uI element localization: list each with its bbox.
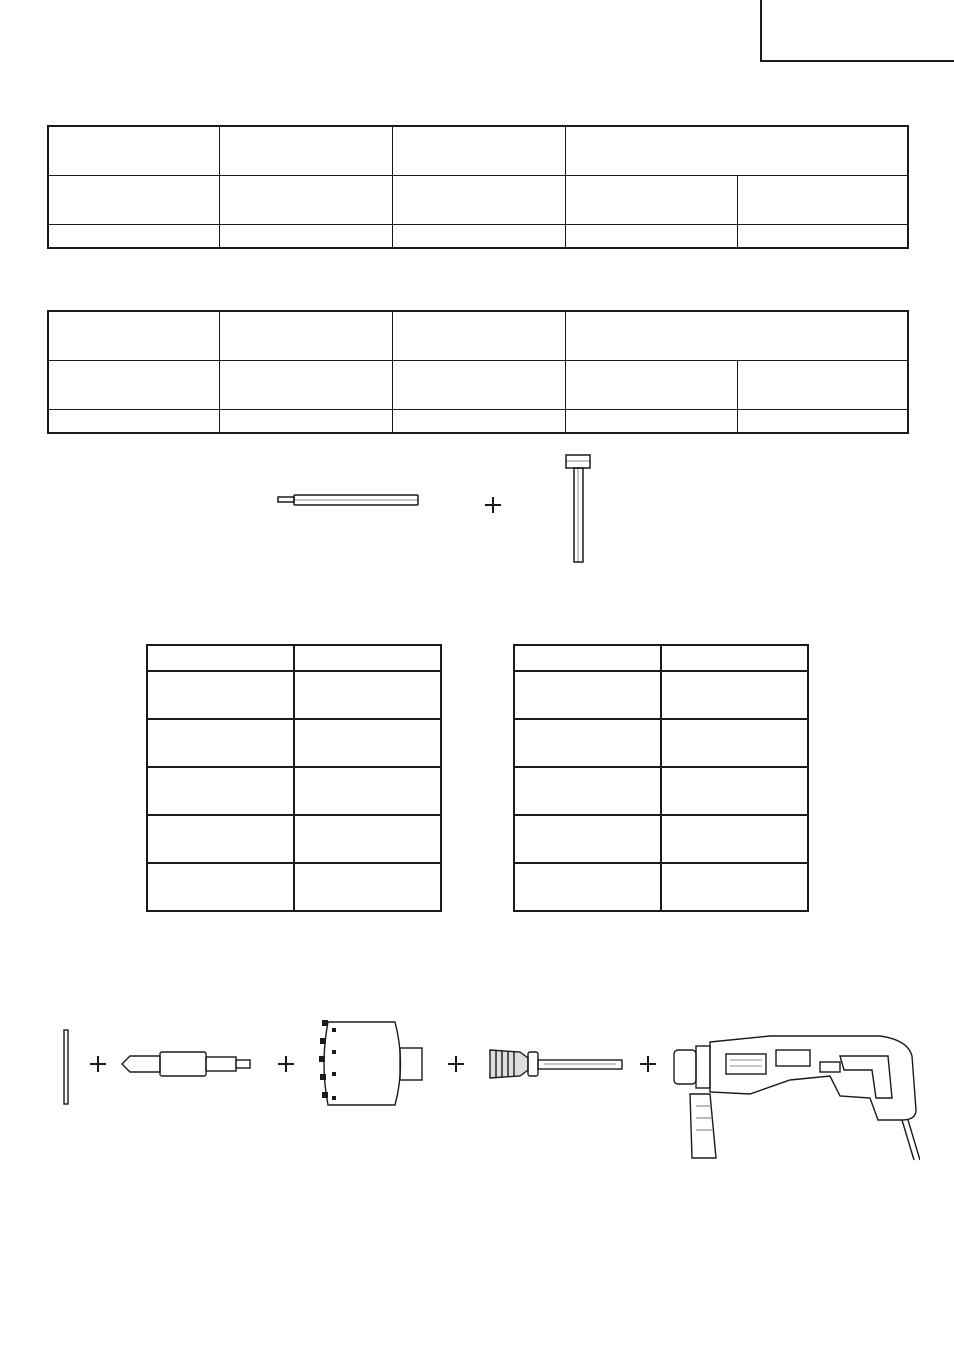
table-cell (294, 645, 441, 671)
table-cell (737, 361, 908, 410)
shank-adapter-icon (490, 1050, 622, 1078)
table-cell (392, 311, 565, 361)
table-cell (514, 671, 661, 719)
table-cell (392, 225, 565, 249)
table-cell (294, 671, 441, 719)
core-bit-icon (319, 1020, 422, 1105)
table-cell (514, 863, 661, 911)
table-cell (565, 311, 908, 361)
table-cell (565, 410, 737, 434)
table-cell (294, 863, 441, 911)
bit-and-hammer-figure (270, 450, 610, 570)
table-cell (147, 645, 294, 671)
table-cell (48, 410, 219, 434)
table-cell (294, 815, 441, 863)
table-cell (737, 225, 908, 249)
plus-icon (278, 1056, 294, 1072)
table-cell (661, 815, 808, 863)
rod-icon (64, 1030, 68, 1104)
assembly-figure (50, 1010, 920, 1170)
plus-icon (485, 497, 501, 513)
table-cell (514, 719, 661, 767)
table-cell (661, 863, 808, 911)
table-cell (661, 671, 808, 719)
table-cell (392, 126, 565, 176)
rotary-hammer-icon (674, 1036, 920, 1160)
table-cell (565, 361, 737, 410)
table-cell (661, 767, 808, 815)
table-cell (514, 815, 661, 863)
table-cell (147, 767, 294, 815)
table-cell (661, 645, 808, 671)
drill-bit-icon (278, 495, 418, 505)
table-cell (565, 176, 737, 225)
table-cell (294, 719, 441, 767)
plus-icon (448, 1056, 464, 1072)
table-cell (48, 225, 219, 249)
table-cell (147, 815, 294, 863)
table-cell (219, 410, 392, 434)
table-cell (48, 311, 219, 361)
table-cell (565, 126, 908, 176)
table-cell (392, 176, 565, 225)
table-cell (661, 719, 808, 767)
spec-table-2 (47, 310, 909, 434)
table-cell (219, 176, 392, 225)
table-cell (392, 410, 565, 434)
plus-icon (640, 1056, 656, 1072)
small-table-1 (146, 644, 442, 912)
page-tab-box (760, 0, 954, 62)
small-table-2 (513, 644, 809, 912)
table-cell (48, 126, 219, 176)
table-cell (219, 126, 392, 176)
table-cell (737, 410, 908, 434)
table-cell (147, 863, 294, 911)
hammer-icon (566, 455, 590, 562)
table-cell (514, 767, 661, 815)
spec-table-1 (47, 125, 909, 249)
table-cell (48, 176, 219, 225)
table-cell (737, 176, 908, 225)
table-cell (392, 361, 565, 410)
table-cell (219, 311, 392, 361)
center-pin-icon (122, 1052, 250, 1076)
table-cell (219, 225, 392, 249)
table-cell (294, 767, 441, 815)
table-cell (48, 361, 219, 410)
table-cell (147, 719, 294, 767)
table-cell (219, 361, 392, 410)
table-cell (565, 225, 737, 249)
table-cell (514, 645, 661, 671)
plus-icon (90, 1056, 106, 1072)
table-cell (147, 671, 294, 719)
